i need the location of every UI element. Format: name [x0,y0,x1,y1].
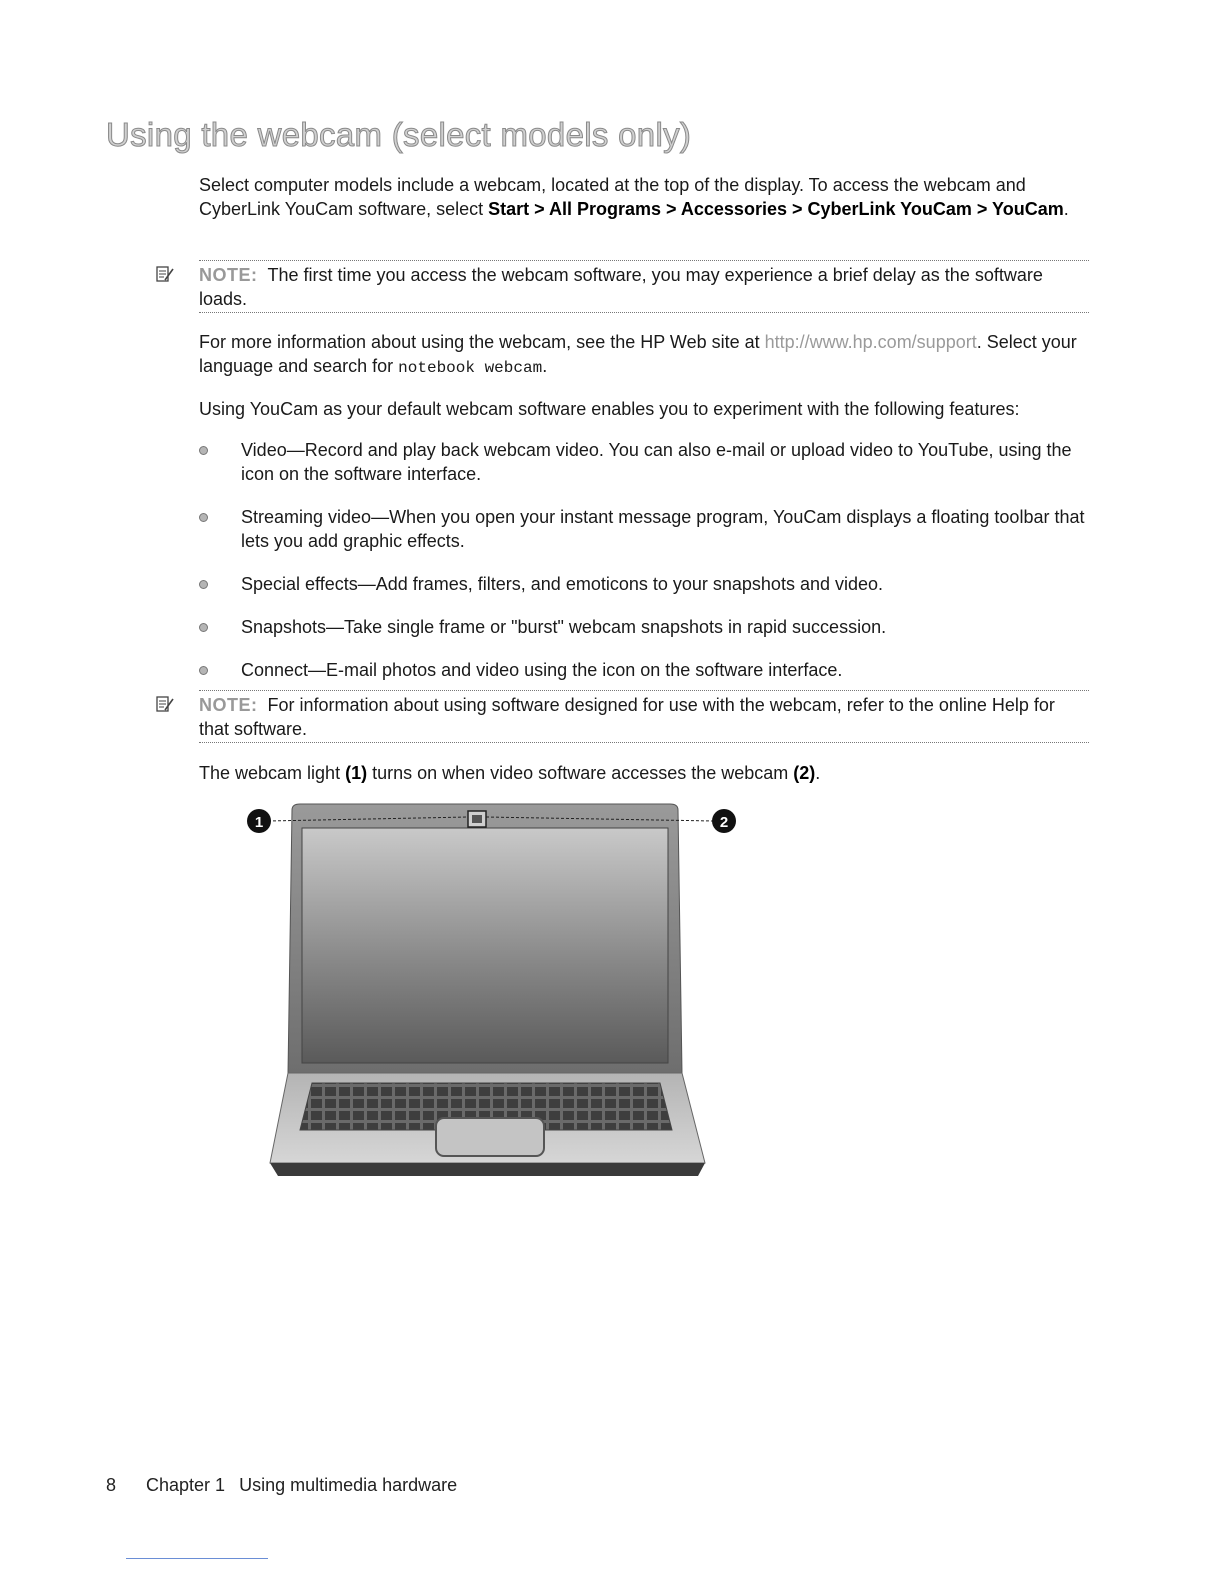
more-info-text: For more information about using the webcam, see the HP Web site at [199,332,765,352]
menu-path: Start > All Programs > Accessories > CyberLink YouCam > YouCam [488,199,1064,219]
list-item [199,658,1094,682]
laptop-screen [302,828,668,1063]
note-box-1 [199,260,1089,313]
bullet-icon [199,580,208,589]
callout-badge-2 [712,809,736,833]
intro-end: . [1063,199,1069,219]
hp-support-link[interactable]: http://www.hp.com/support [764,332,977,352]
webcam-light-end: . [815,763,821,783]
note-label: NOTE: [199,695,258,715]
note-box-2 [199,690,1089,743]
feature-text: Connect—E-mail photos and video using the icon on the software interface. [241,660,843,680]
callout-number-1: 1 [254,814,264,831]
features-list [199,438,1094,682]
webcam-light [472,815,482,823]
laptop-front-edge [270,1163,705,1176]
callout-ref-1: (1) [345,763,368,783]
note-icon [156,265,174,283]
note-text: For information about using software designed for use with the webcam, refer to the online Help for that software. [199,695,1055,739]
intro-text: Select computer models include a webcam, located at the top of the display. To access the webcam and CyberLink YouCam software, select [199,175,1026,219]
more-info-paragraph [199,330,1094,380]
bullet-icon [199,623,208,632]
list-item [199,505,1094,553]
bottom-rule [126,1558,268,1559]
callout-number-2: 2 [719,814,729,831]
webcam-light-paragraph [199,761,1094,785]
webcam-light-text-mid: turns on when video software accesses the webcam [367,763,794,783]
bullet-icon [199,666,208,675]
more-info-end: . [542,356,548,376]
feature-text: Streaming video—When you open your instant message program, YouCam displays a floating toolbar that lets you add graphic effects. [241,507,1085,551]
laptop-illustration [240,798,750,1183]
webcam-light-text: The webcam light [199,763,346,783]
list-item [199,438,1094,486]
chapter-label: Chapter 1 [146,1475,226,1495]
note-text: The first time you access the webcam software, you may experience a brief delay as the software loads. [199,265,1043,309]
bullet-icon [199,446,208,455]
list-item [199,572,1094,596]
note-icon [156,695,174,713]
callout-ref-2: (2) [793,763,816,783]
bullet-icon [199,513,208,522]
chapter-title: Using multimedia hardware [239,1475,458,1495]
note-label: NOTE: [199,265,258,285]
touchpad [436,1118,544,1156]
page-footer [106,1475,487,1496]
callout-badge-1 [247,809,271,833]
features-intro: Using YouCam as your default webcam software enables you to experiment with the following features: [199,399,1020,419]
feature-text: Video—Record and play back webcam video. You can also e-mail or upload video to YouTube, using the icon on the software interface. [241,440,1072,484]
list-item [199,615,1094,639]
feature-text: Special effects—Add frames, filters, and emoticons to your snapshots and video. [241,574,884,594]
feature-text: Snapshots—Take single frame or "burst" webcam snapshots in rapid succession. [241,617,887,637]
search-term: notebook webcam [398,359,543,377]
intro-paragraph [199,173,1094,221]
page-title: Using the webcam (select models only) [106,116,692,153]
page-number: 8 [106,1475,117,1495]
more-info-text-mid: . Select your language and search for [199,332,1077,376]
